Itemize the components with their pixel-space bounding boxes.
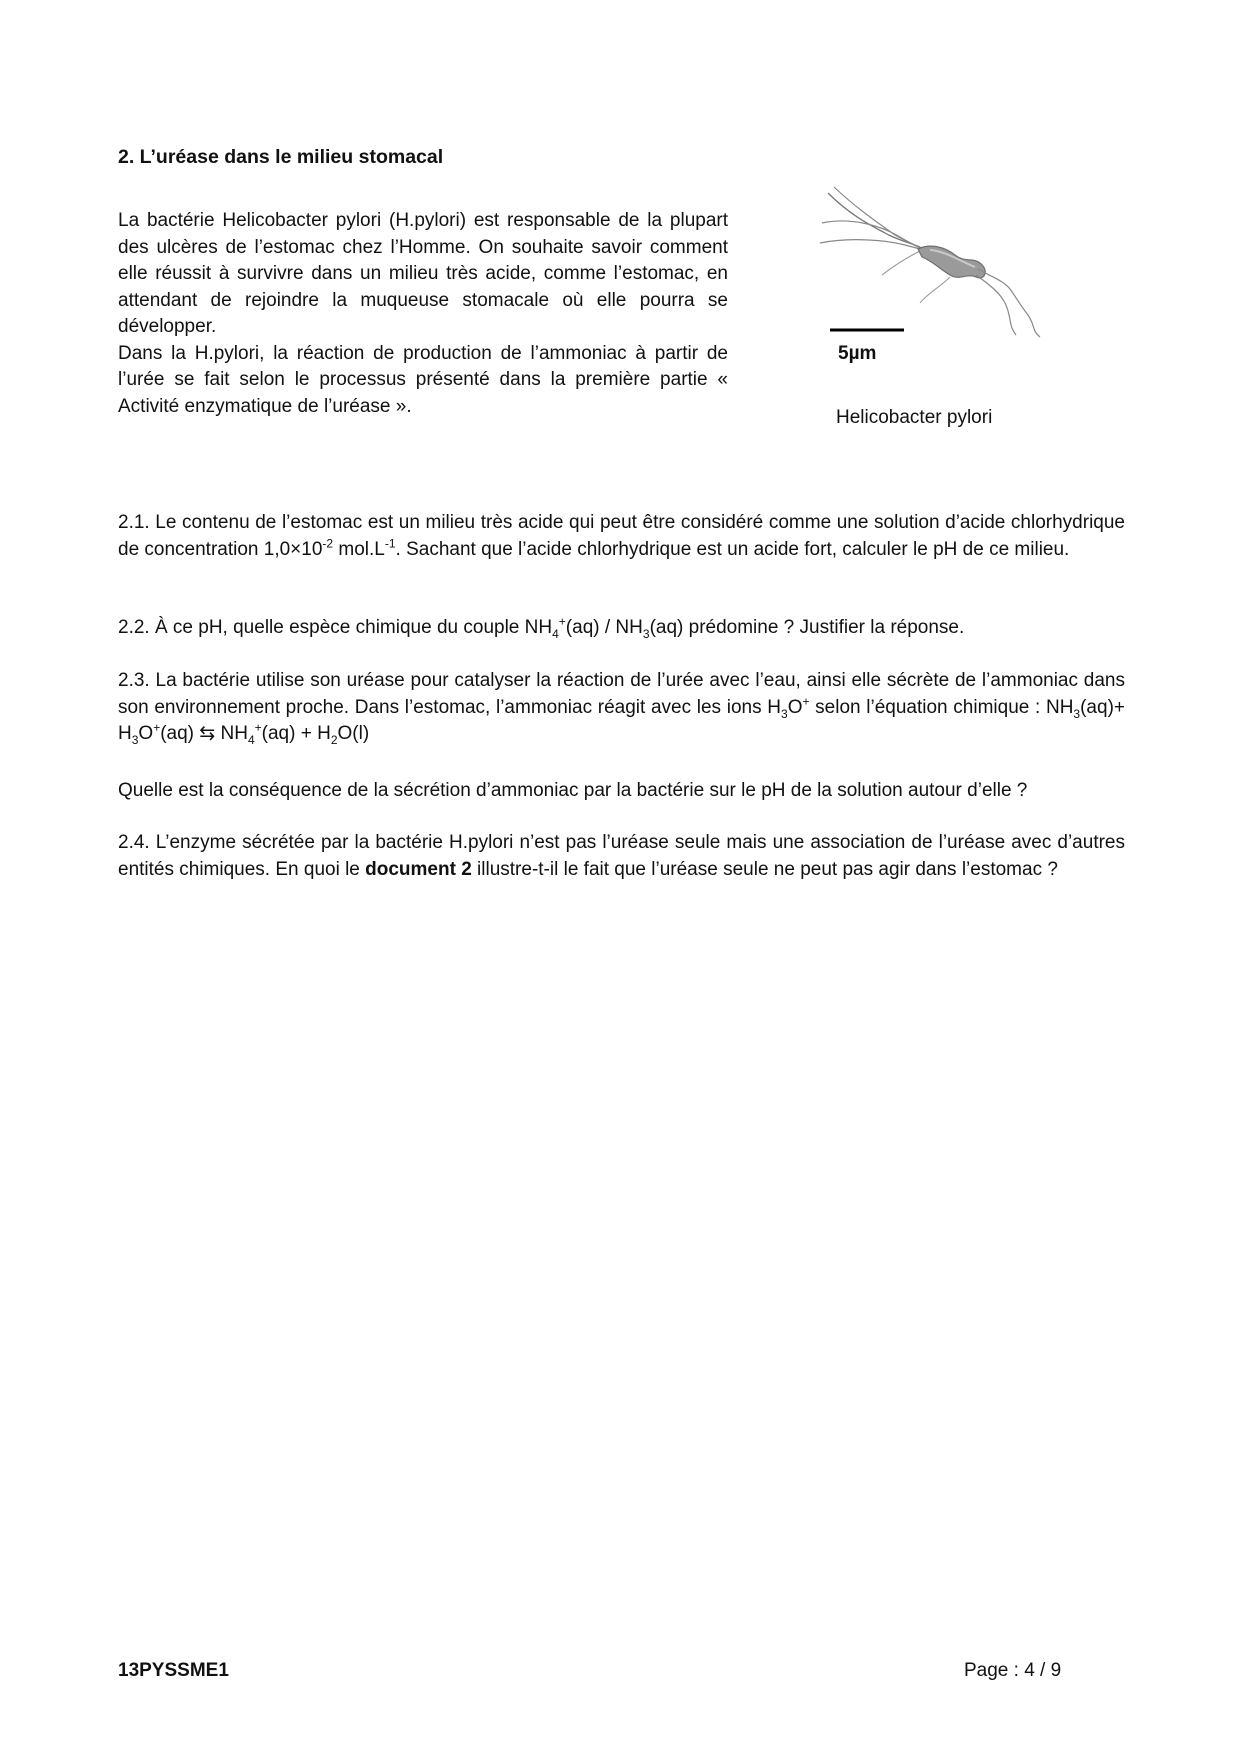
- question-2-4: 2.4. L’enzyme sécrétée par la bactérie H.pylori n’est pas l’uréase seule mais une association de l’uréase avec d’autres entités chimiques. En quoi le document 2 illustre-t-il le fait que l’uréase seule ne peut pas agir dans l’estomac ?: [118, 832, 1125, 880]
- question-2-3: 2.3. La bactérie utilise son uréase pour catalyser la réaction de l’urée avec l’eau, ainsi elle sécrète de l’ammoniac dans son environnement proche. Dans l’estomac, l’ammoniac réagit avec les ions $H_3O^+$ selon l’équation chimique : $NH_3(aq)+ H_3O^+(aq)$ ⇆ $NH_4^+(aq) + H_2O(l)$: [118, 670, 1125, 747]
- document-2-reference: document 2: [365, 858, 472, 880]
- exam-code: 13PYSSME1: [118, 1660, 229, 1681]
- intro-paragraph-2: Dans la H.pylori, la réaction de production de l’ammoniac à partir de l’urée se fait selon le processus présenté dans la première partie « Activité enzymatique de l’uréase ».: [118, 342, 728, 417]
- intro-paragraph-1: La bactérie Helicobacter pylori (H.pylori) est responsable de la plupart des ulcères de l’estomac chez l’Homme. On souhaite savoir comment elle réussit à survivre dans un milieu très acide, comme l’estomac, en attendant de rejoindre la muqueuse stomacale où elle pourra se développer.: [118, 210, 728, 337]
- page-number: Page : 4 / 9: [964, 1660, 1062, 1681]
- bacterium-body: [918, 246, 985, 278]
- question-2-3-follow-up: Quelle est la conséquence de la sécrétion d’ammoniac par la bactérie sur le pH de la solution autour d’elle ?: [118, 780, 1028, 801]
- helicobacter-pylori-illustration: [800, 185, 1070, 435]
- figure-caption: Helicobacter pylori: [836, 407, 993, 428]
- bacterium-figure: [800, 185, 1070, 435]
- question-2-2: 2.2. À ce pH, quelle espèce chimique du couple $NH_4^+(aq) / NH_3(aq)$ prédomine ? Justifier la réponse.: [118, 614, 965, 641]
- intro-text: [118, 208, 728, 420]
- scale-label: 5µm: [838, 343, 877, 364]
- section-title: 2. L’uréase dans le milieu stomacal: [118, 146, 444, 168]
- question-2-1: 2.1. Le contenu de l’estomac est un milieu très acide qui peut être considéré comme une solution d’acide chlorhydrique de concentration $1,0\times 10^{-2}$ $mol.L^{-1}$. Sachant que l’acide chlorhydrique est un acide fort, calculer le pH de ce milieu.: [118, 512, 1125, 560]
